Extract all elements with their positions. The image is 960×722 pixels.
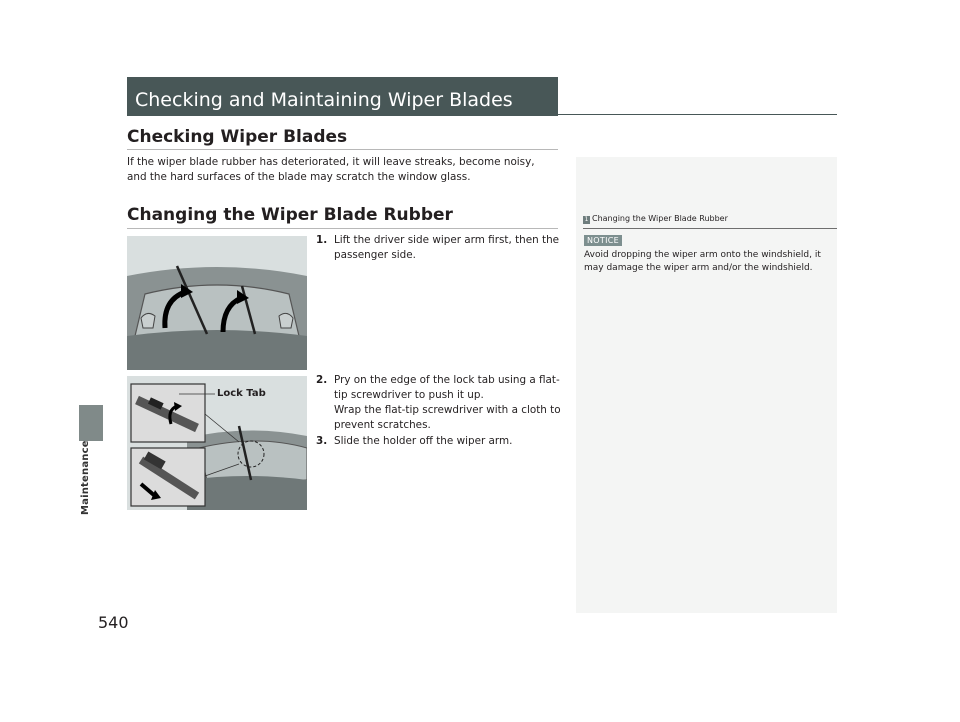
lock-tab-callout: Lock Tab <box>217 388 266 399</box>
changing-rule <box>127 228 558 229</box>
checking-heading: Checking Wiper Blades <box>127 127 348 147</box>
step-1 <box>316 233 562 263</box>
step-1-text: Lift the driver side wiper arm first, then the passenger side. <box>334 234 560 261</box>
step-2-text: Pry on the edge of the lock tab using a flat-tip screwdriver to push it up. <box>334 374 560 401</box>
note-text: Avoid dropping the wiper arm onto the windshield, it may damage the wiper arm and/or the windshield. <box>584 250 821 273</box>
header-rule <box>558 114 837 115</box>
side-tab-marker <box>79 405 103 441</box>
step-2 <box>316 373 562 433</box>
step-3-text: Slide the holder off the wiper arm. <box>334 435 513 447</box>
changing-heading: Changing the Wiper Blade Rubber <box>127 205 453 225</box>
car-windshield-illustration <box>127 236 307 370</box>
note-title-text: Changing the Wiper Blade Rubber <box>592 214 728 223</box>
step-3 <box>316 434 562 449</box>
checking-rule <box>127 149 558 150</box>
page-number: 540 <box>98 613 129 632</box>
step-2-subtext: Wrap the flat-tip screwdriver with a cloth to prevent scratches. <box>334 404 561 431</box>
section-header: Checking and Maintaining Wiper Blades <box>127 77 558 116</box>
note-title <box>583 214 728 224</box>
note-panel <box>576 157 837 613</box>
step-2-number: 2. <box>316 374 328 386</box>
step-1-number: 1. <box>316 234 328 246</box>
side-tab-label: Maintenance <box>80 440 91 515</box>
note-ref-marker: 1 <box>584 216 589 223</box>
figure-lift-wiper-arms <box>127 236 307 370</box>
checking-body: If the wiper blade rubber has deteriorated, it will leave streaks, become noisy, and the hard surfaces of the blade may scratch the window glass. <box>127 156 535 183</box>
step-3-number: 3. <box>316 435 328 447</box>
note-rule <box>583 228 837 229</box>
notice-badge: NOTICE <box>584 235 622 246</box>
